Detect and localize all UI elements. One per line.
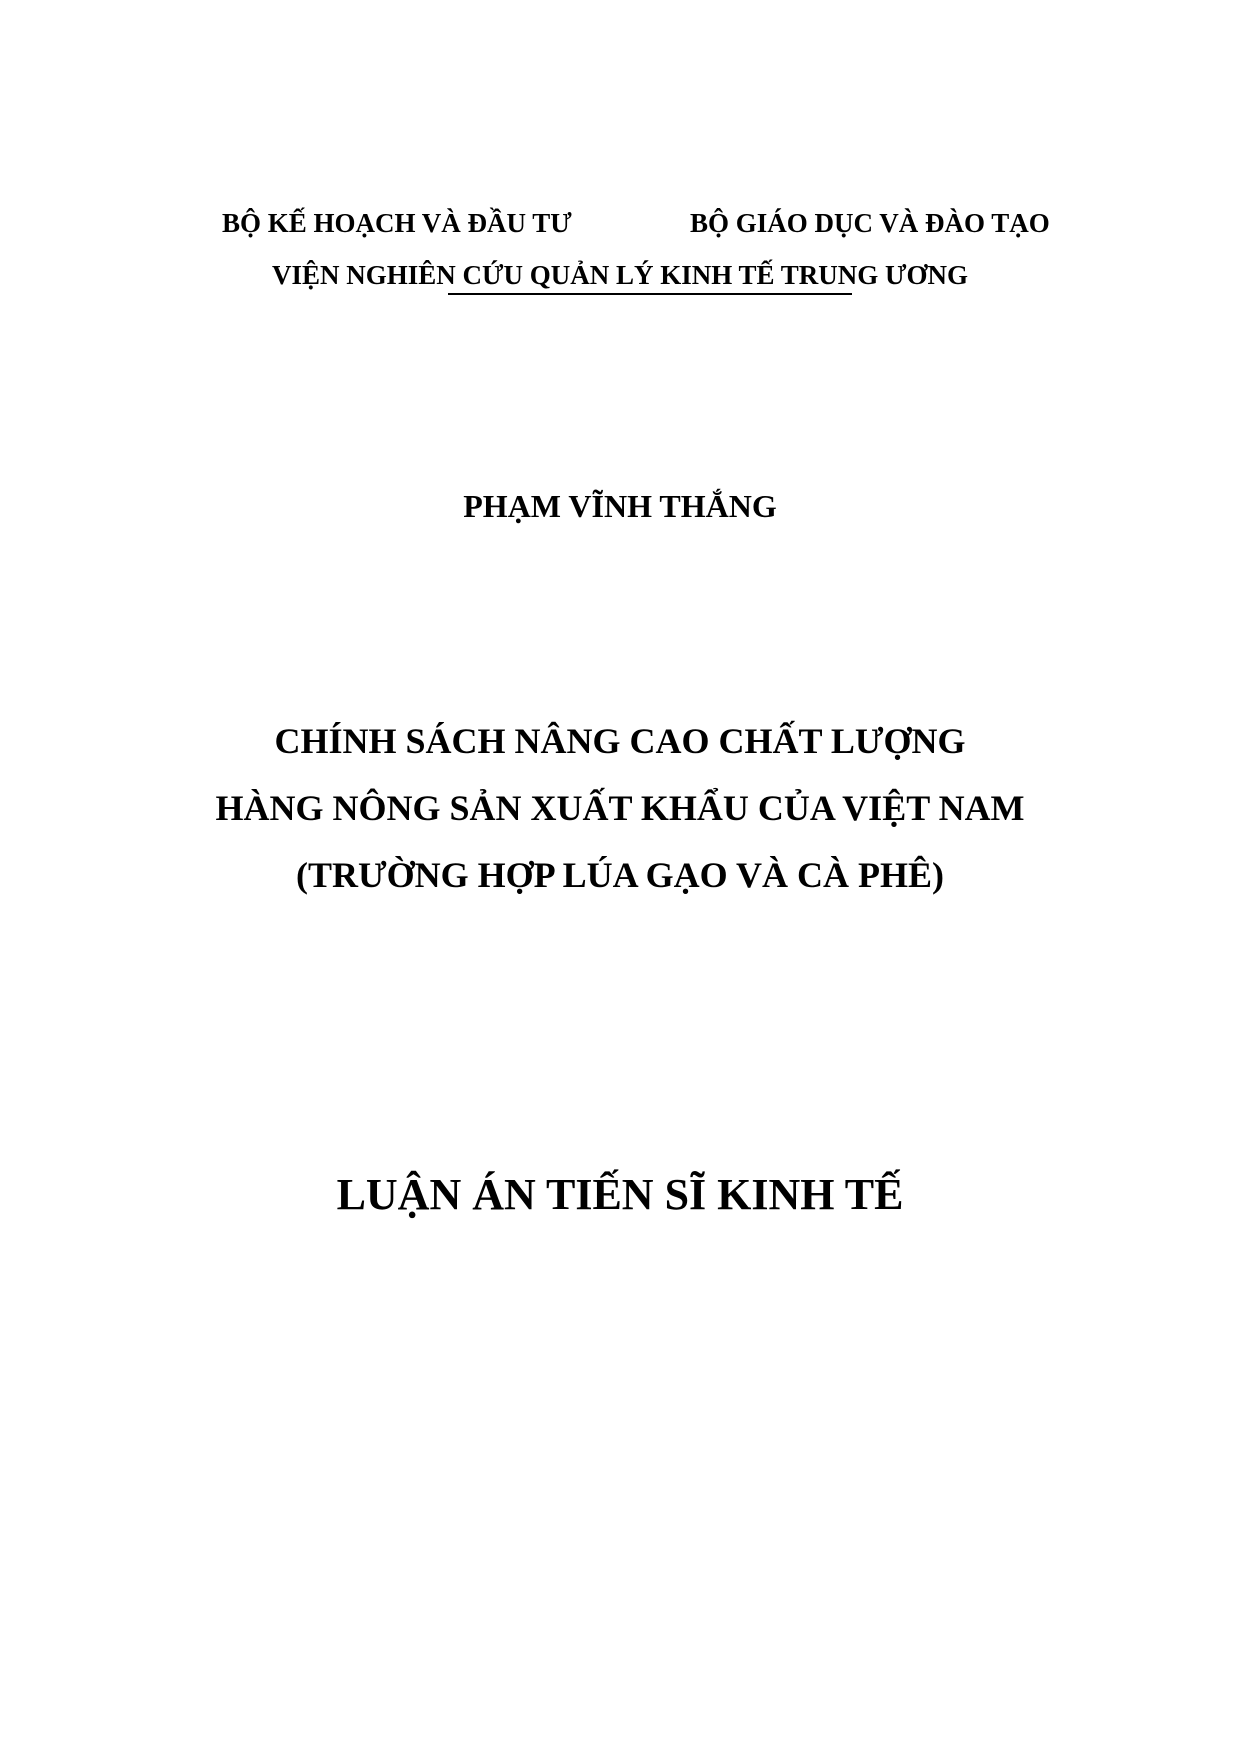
thesis-title-line-3: (TRƯỜNG HỢP LÚA GẠO VÀ CÀ PHÊ) — [295, 855, 945, 895]
thesis-title-line-2: HÀNG NÔNG SẢN XUẤT KHẨU CỦA VIỆT NAM — [215, 788, 1025, 828]
institute-underline — [448, 293, 852, 295]
ministry-left-heading: BỘ KẾ HOẠCH VÀ ĐẦU TƯ — [222, 208, 572, 238]
degree-label: LUẬN ÁN TIẾN SĨ KINH TẾ — [336, 1170, 904, 1219]
institute-heading: VIỆN NGHIÊN CỨU QUẢN LÝ KINH TẾ TRUNG ƯƠNG — [271, 260, 969, 290]
ministry-right-heading: BỘ GIÁO DỤC VÀ ĐÀO TẠO — [690, 208, 1050, 238]
thesis-title-line-1: CHÍNH SÁCH NÂNG CAO CHẤT LƯỢNG — [274, 721, 966, 761]
author-name: PHẠM VĨNH THẮNG — [463, 488, 777, 524]
